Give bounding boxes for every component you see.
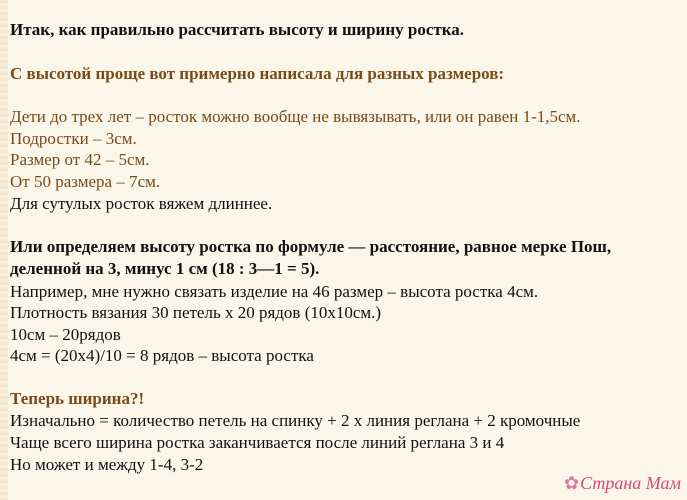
- article-heading: Итак, как правильно рассчитать высоту и ширину ростка.: [10, 20, 465, 39]
- height-list-item: Дети до трех лет – росток можно вообще не вывязывать, или он равен 1-1,5см.: [10, 107, 581, 126]
- stooped-note: Для сутулых росток вяжем длиннее.: [10, 194, 273, 213]
- width-text-line: Изначально = количество петель на спинку + 2 х линия реглана + 2 кромочные: [10, 411, 581, 430]
- example-line: 10см – 20рядов: [10, 325, 121, 344]
- formula-line: деленной на 3, минус 1 см (18 : 3—1 = 5).: [10, 259, 320, 278]
- width-text-line: Но может и между 1-4, 3-2: [10, 455, 204, 474]
- example-line: 4см = (20х4)/10 = 8 рядов – высота ростка: [10, 346, 314, 365]
- example-line: Например, мне нужно связать изделие на 46 размер – высота ростка 4см.: [10, 282, 539, 301]
- flower-icon: ✿: [563, 473, 580, 493]
- decorative-border-strip: [0, 0, 8, 500]
- height-list-item: От 50 размера – 7см.: [10, 172, 161, 191]
- watermark-text: Страна Мам: [580, 473, 681, 493]
- height-list-item: Подростки – 3см.: [10, 129, 137, 148]
- width-text-line: Чаще всего ширина ростка заканчивается после линий реглана 3 и 4: [10, 433, 505, 452]
- formula-line: Или определяем высоту ростка по формуле — расстояние, равное мерке Пош,: [10, 237, 612, 256]
- site-watermark: [564, 473, 681, 494]
- height-list-item: Размер от 42 – 5см.: [10, 150, 150, 169]
- height-heading: С высотой проще вот примерно написала для разных размеров:: [10, 64, 505, 83]
- width-heading: Теперь ширина?!: [10, 389, 145, 408]
- example-line: Плотность вязания 30 петель х 20 рядов (10х10см.): [10, 303, 382, 322]
